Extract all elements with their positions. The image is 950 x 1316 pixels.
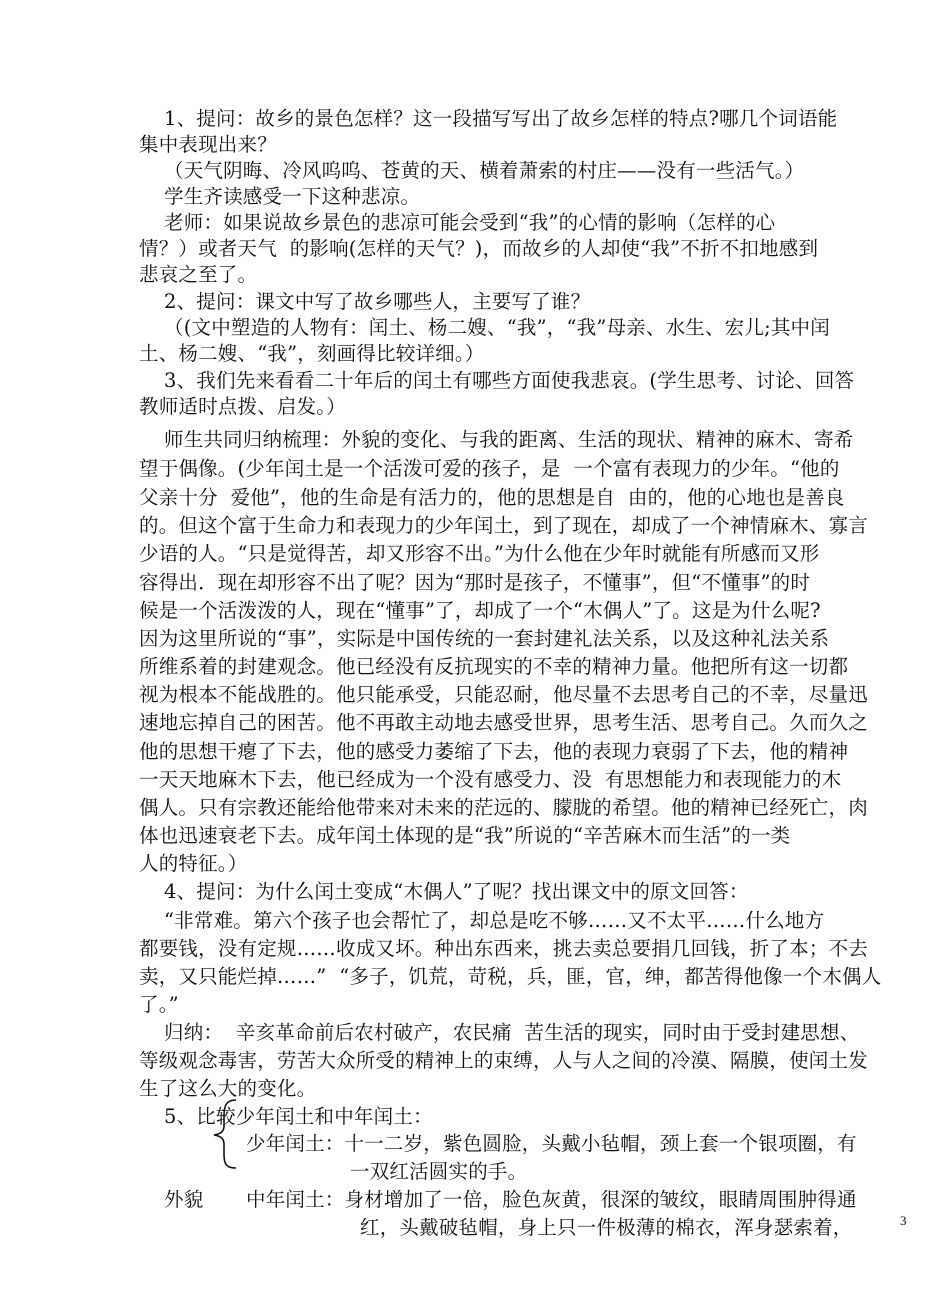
text-line: 教师适时点拨、启发。）	[139, 395, 346, 418]
text-line: 1、提问：故乡的景色怎样？这一段描写写出了故乡怎样的特点?哪几个词语能	[164, 107, 838, 130]
text-line: 5、比较少年闰土和中年闰土：	[164, 1105, 433, 1128]
text-line: 速地忘掉自己的困苦。他不再敢主动地去感受世界，思考生活、思考自己。久而久之	[139, 711, 868, 734]
text-line: 3、我们先来看看二十年后的闰土有哪些方面使我悲哀。(学生思考、讨论、回答	[164, 369, 855, 392]
text-line: 一双红活圆实的手。	[350, 1160, 528, 1183]
text-line: 容得出．现在却形容不出了呢？因为“那时是孩子，不懂事”，但“不懂事”的时	[139, 571, 811, 594]
text-line: 情？）或者天气 的影响(怎样的天气？)，而故乡的人却使“我”不折不扣地感到	[139, 237, 819, 260]
text-line: 都要钱，没有定规……收成又坏。种出东西来，挑去卖总要捐几回钱，折了本；不去	[139, 937, 868, 960]
text-line: （(文中塑造的人物有：闰土、杨二嫂、“我”，“我”母亲、水生、宏儿;其中闰	[164, 316, 830, 339]
text-line: 老师：如果说故乡景色的悲凉可能会受到“我”的心情的影响（怎样的心	[164, 211, 776, 234]
text-line: 师生共同归纳梳理：外貌的变化、与我的距离、生活的现状、精神的麻木、寄希	[164, 428, 854, 451]
text-line: 悲哀之至了。	[139, 263, 258, 286]
text-line: 人的特征。）	[139, 852, 248, 875]
text-line: “非常难。第六个孩子也会帮忙了，却总是吃不够……又不太平……什么地方	[164, 909, 825, 932]
text-line: 归纳： 辛亥革命前后农村破产，农民痛 苦生活的现实，同时由于受封建思想、	[164, 1021, 860, 1044]
text-line: 一天天地麻木下去，他已经成为一个没有感受力、没 有思想能力和表现能力的木	[139, 768, 842, 791]
text-line: 红，头戴破毡帽，身上只一件极薄的棉衣，浑身瑟索着，	[360, 1216, 853, 1239]
text-line: 2、提问：课文中写了故乡哪些人，主要写了谁？	[164, 290, 591, 313]
text-line: 体也迅速衰老下去。成年闰土体现的是“我”所说的“辛苦麻木而生活”的一类	[139, 824, 791, 847]
text-line: 4、提问：为什么闰土变成“木偶人”了呢？找出课文中的原文回答：	[164, 880, 749, 903]
text-line: 集中表现出来？	[139, 133, 277, 156]
text-line: 等级观念毒害，劳苦大众所受的精神上的束缚，人与人之间的冷漠、隔膜，使闰土发	[139, 1049, 868, 1072]
text-line: 因为这里所说的“事”，实际是中国传统的一套封建礼法关系，以及这种礼法关系	[139, 627, 830, 650]
text-line: 的。但这个富于生命力和表现力的少年闰土，到了现在，却成了一个神情麻木、寡言	[139, 514, 868, 537]
text-line: 偶人。只有宗教还能给他带来对未来的茫远的、朦胧的希望。他的精神已经死亡，肉	[139, 796, 868, 819]
text-line: 土、杨二嫂、“我”，刻画得比较详细。）	[139, 342, 485, 365]
label-waimao: 外貌	[164, 1188, 204, 1211]
text-line: 学生齐读感受一下这种悲凉。	[164, 185, 421, 208]
text-line: 父亲十分 爱他”，他的生命是有活力的，他的思想是自 由的，他的心地也是善良	[139, 486, 845, 509]
text-line: （天气阴晦、冷风呜呜、苍黄的天、横着萧索的村庄——没有一些活气。）	[164, 159, 805, 182]
text-line: 卖，又只能烂掉……” “多子，饥荒，苛税，兵，匪，官，绅，都苦得他像一个木偶人	[139, 965, 882, 988]
text-line: 生了这么大的变化。	[139, 1077, 317, 1100]
text-line: 视为根本不能战胜的。他只能承受，只能忍耐，他尽量不去思考自己的不幸，尽量迅	[139, 683, 868, 706]
text-line: 了。”	[139, 993, 179, 1016]
left-brace-icon	[206, 1098, 240, 1170]
page-number: 3	[900, 1213, 907, 1228]
text-line: 候是一个活泼泼的人，现在“懂事”了，却成了一个“木偶人”了。这是为什么呢?	[139, 599, 821, 622]
text-line: 望于偶像。(少年闰土是一个活泼可爱的孩子，是 一个富有表现力的少年。“他的	[139, 457, 840, 480]
text-line: 中年闰土：身材增加了一倍，脸色灰黄，很深的皱纹，眼睛周围肿得通	[246, 1188, 857, 1211]
text-line: 所维系着的封建观念。他已经没有反抗现实的不幸的精神力量。他把所有这一切都	[139, 655, 849, 678]
text-line: 少年闰土：十一二岁，紫色圆脸，头戴小毡帽，颈上套一个银项圈，有	[246, 1132, 857, 1155]
text-line: 少语的人。“只是觉得苦，却又形容不出。”为什么他在少年时就能有所感而又形	[139, 542, 820, 565]
text-line: 他的思想干瘪了下去，他的感受力萎缩了下去，他的表现力衰弱了下去，他的精神	[139, 740, 849, 763]
